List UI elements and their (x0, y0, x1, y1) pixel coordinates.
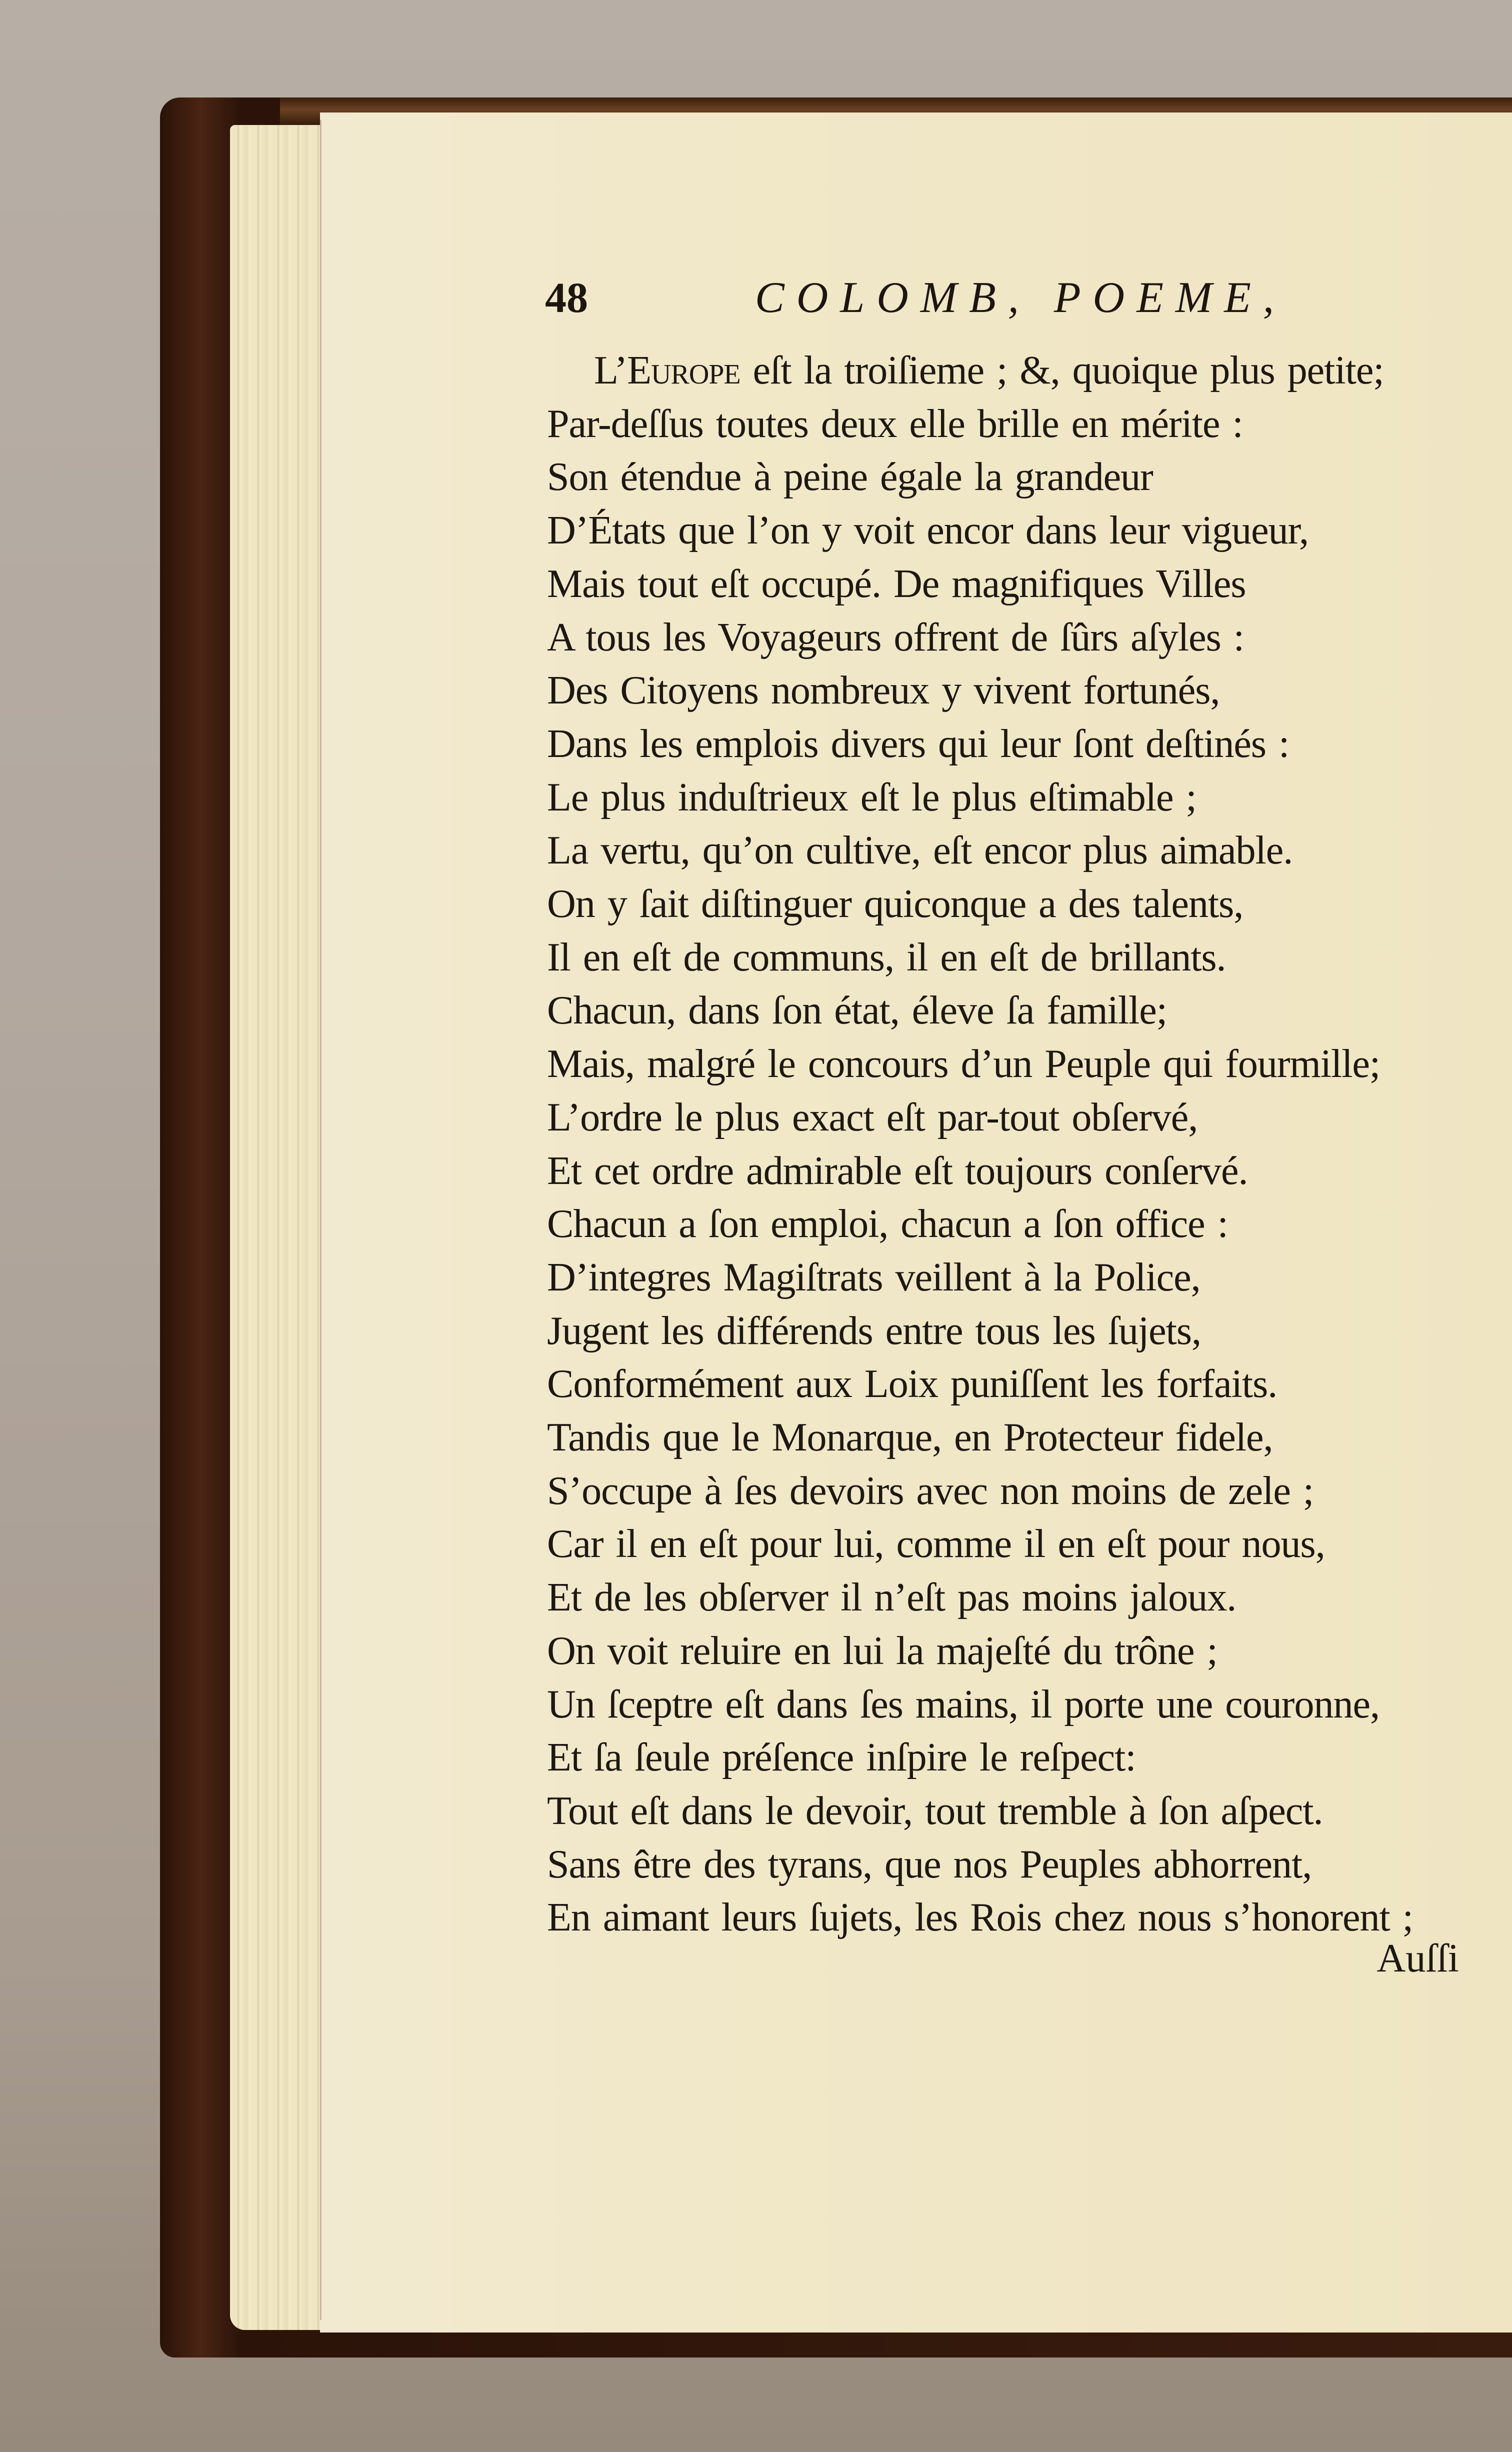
poem-line: D’États que l’on y voit encor dans leur vigueur, (547, 508, 1309, 553)
poem-text (547, 344, 1497, 1944)
poem-line: Le plus induſtrieux eſt le plus eſtimable ; (547, 775, 1196, 820)
poem-line: Tandis que le Monarque, en Protecteur fidele, (547, 1416, 1273, 1460)
poem-line: D’integres Magiſtrats veillent à la Police, (547, 1255, 1200, 1300)
line-prefix: L’ (594, 348, 628, 392)
poem-line: A tous les Voyageurs offrent de ſûrs aſyles : (547, 615, 1244, 660)
page-number: 48 (545, 274, 588, 322)
poem-line: Conformément aux Loix puniſſent les forfaits. (547, 1362, 1278, 1406)
poem-line: L’ordre le plus exact eſt par-tout obſervé, (547, 1095, 1198, 1140)
poem-line: Un ſceptre eſt dans ſes mains, il porte une couronne, (547, 1682, 1380, 1726)
poem-line: La vertu, qu’on cultive, eſt encor plus aimable. (547, 828, 1293, 873)
poem-line: Son étendue à peine égale la grandeur (547, 455, 1153, 500)
page-fore-edge (230, 125, 330, 2330)
poem-line: Et cet ordre admirable eſt toujours conſervé. (547, 1148, 1248, 1193)
poem-line: S’occupe à ſes devoirs avec non moins de zele ; (547, 1468, 1314, 1513)
poem-line: Des Citoyens nombreux y vivent fortunés, (547, 668, 1220, 713)
line-rest: eſt la troiſieme ; &, quoique plus petite; (740, 348, 1384, 392)
poem-line: Il en eſt de communs, il en eſt de brillants. (547, 935, 1226, 980)
poem-line: En aimant leurs ſujets, les Rois chez nous s’honorent ; (547, 1896, 1414, 1940)
poem-line: Mais, malgré le concours d’un Peuple qui fourmille; (547, 1042, 1380, 1086)
poem-line: On y ſait diſtinguer quiconque a des talents, (547, 882, 1244, 926)
poem-line: Tout eſt dans le devoir, tout tremble à ſon aſpect. (547, 1788, 1323, 1833)
page-header (530, 272, 1480, 328)
poem-line: Mais tout eſt occupé. De magnifiques Villes (547, 562, 1246, 606)
poem-line: Par-deſſus toutes deux elle brille en mérite : (547, 402, 1243, 446)
poem-line: Jugent les différends entre tous les ſujets, (547, 1308, 1202, 1353)
poem-line: Chacun a ſon emploi, chacun a ſon office : (547, 1202, 1228, 1246)
poem-line: Et de les obſerver il n’eſt pas moins jaloux. (547, 1576, 1236, 1620)
poem-line: Et ſa ſeule préſence inſpire le reſpect: (547, 1736, 1136, 1780)
poem-line: Dans les emplois divers qui leur ſont deſtinés : (547, 722, 1290, 766)
catchword: Auſſi (1376, 1936, 1459, 1980)
poem-line: Car il en eſt pour lui, comme il en eſt pour nous, (547, 1522, 1325, 1566)
small-caps-word: Europe (627, 348, 740, 392)
poem-line: On voit reluire en lui la majeſté du trône ; (547, 1628, 1218, 1673)
poem-line: Chacun, dans ſon état, éleve ſa famille; (547, 988, 1167, 1033)
poem-line (547, 344, 1497, 398)
page-edge-line (320, 120, 322, 2320)
running-title: COLOMB, POEME, (755, 274, 1286, 322)
poem-line: Sans être des tyrans, que nos Peuples abhorrent, (547, 1842, 1312, 1886)
